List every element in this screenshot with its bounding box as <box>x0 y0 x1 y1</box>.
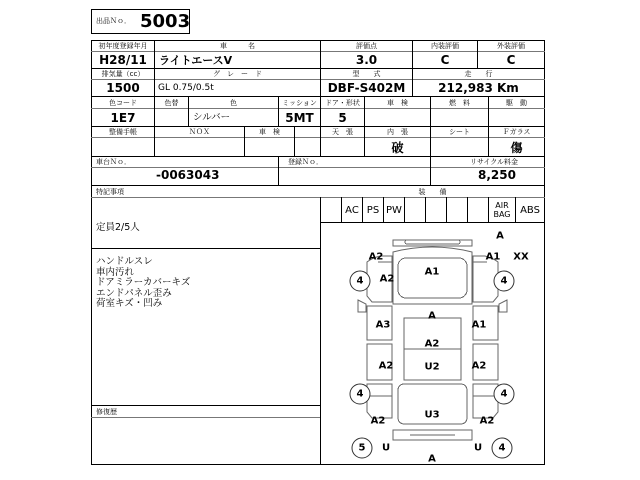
exterior-label: 外装評価 <box>497 42 525 50</box>
year-label: 初年度登録年月 <box>98 42 148 50</box>
equip-pw: PW <box>386 204 402 216</box>
score-value: 3.0 <box>355 53 378 67</box>
mileage-value: 212,983 Km <box>438 81 519 95</box>
remark-item: ハンドルスレ <box>96 256 153 267</box>
damage-marker: A <box>428 310 436 322</box>
glass-value: 傷 <box>510 140 523 155</box>
model-label: 型 式 <box>352 70 381 78</box>
vehicle-label: 車 検 <box>387 98 408 107</box>
exterior-value: C <box>506 53 516 67</box>
tire-front-right: 4 <box>494 271 515 292</box>
maintenance-label: 整備手帳 <box>109 128 137 136</box>
inspection-label: 車 検 <box>259 128 280 136</box>
name-value: ライトエースV <box>159 54 233 67</box>
damage-marker: A2 <box>368 251 384 263</box>
damage-marker: A2 <box>424 338 440 350</box>
year-value: H28/11 <box>99 53 147 67</box>
interior-label: 内装評価 <box>431 42 459 50</box>
damage-marker: U <box>473 442 483 454</box>
score-label: 評価点 <box>356 42 377 50</box>
equip-abs: ABS <box>520 204 540 216</box>
damage-marker: A2 <box>378 360 394 372</box>
registration-label: 登録Ｎｏ． <box>288 158 323 166</box>
remark-item: 荷室キズ・凹み <box>96 298 163 309</box>
damage-marker: A1 <box>424 266 440 278</box>
capacity-note: 定員2/5人 <box>96 222 140 233</box>
equip-ac: AC <box>345 204 359 216</box>
doors-value: 5 <box>338 110 347 125</box>
lot-label: 出品Ｎｏ． <box>96 17 131 25</box>
damage-marker: XX <box>513 251 529 263</box>
damage-marker: U2 <box>424 361 440 373</box>
name-label: 車 名 <box>220 42 255 50</box>
remarks-list <box>96 257 190 310</box>
doors-label: ドア・形状 <box>325 98 360 107</box>
grade-label: グ レ ー ド <box>213 70 262 78</box>
model-value: DBF-S402M <box>327 81 406 95</box>
mission-value: 5MT <box>285 110 314 125</box>
displacement-label: 排気量（cc） <box>101 70 145 78</box>
damage-marker: A1 <box>471 319 487 331</box>
damage-marker: U3 <box>424 409 440 421</box>
color-code-value: 1E7 <box>110 110 136 125</box>
equip-ps: PS <box>366 204 380 216</box>
notes-label: 特記事項 <box>96 188 124 196</box>
color-type-label: 色替 <box>164 98 179 107</box>
equip-airbag: AIR BAG <box>493 201 511 219</box>
chassis-label: 車台Ｎｏ． <box>96 158 131 166</box>
grade-value: GL 0.75/0.5t <box>158 83 214 93</box>
recycle-value: 8,250 <box>478 168 516 182</box>
displacement-value: 1500 <box>106 81 140 95</box>
remark-item: ドアミラーカバーキズ <box>96 277 191 288</box>
equipment-label: 装 備 <box>418 187 447 196</box>
damage-marker: A1 <box>485 251 501 263</box>
drive-label: 駆 動 <box>506 98 527 107</box>
damage-marker: A3 <box>375 319 391 331</box>
tire-rear-right: 4 <box>494 384 515 405</box>
interior-trim-value: 破 <box>391 140 404 155</box>
damage-marker: A2 <box>479 415 495 427</box>
remark-item: エンドパネル歪み <box>96 287 172 299</box>
color-code-label: 色コード <box>109 98 137 107</box>
glass-label: Ｆガラス <box>502 128 531 136</box>
interior-trim-label: 内 張 <box>387 128 408 136</box>
remark-item: 車内汚れ <box>96 266 135 278</box>
roof-label: 天 張 <box>332 128 353 136</box>
damage-marker: A2 <box>370 415 386 427</box>
damage-marker: A2 <box>471 360 487 372</box>
color-value: シルバー <box>193 112 231 123</box>
mission-label: ミッション <box>282 98 317 107</box>
tire-spare-right: 4 <box>492 438 513 459</box>
damage-marker: A2 <box>379 273 395 285</box>
seat-label: シート <box>449 128 470 136</box>
damage-marker: A <box>428 453 436 465</box>
tire-rear-left: 4 <box>350 384 371 405</box>
damage-marker: A <box>496 230 504 242</box>
tire-front-left: 4 <box>350 271 371 292</box>
interior-value: C <box>440 53 450 67</box>
tire-spare: 5 <box>352 438 373 459</box>
nox-label: ＮＯＸ <box>189 128 210 136</box>
color-label: 色 <box>230 98 237 107</box>
fuel-label: 燃 料 <box>449 98 470 107</box>
recycle-label: リサイクル料金 <box>470 158 519 166</box>
damage-marker: U <box>381 442 391 454</box>
repair-history-label: 修復歴 <box>96 408 117 416</box>
chassis-value: -0063043 <box>156 168 220 182</box>
mileage-label: 走 行 <box>464 70 493 78</box>
lot-number: 5003 <box>140 11 191 32</box>
